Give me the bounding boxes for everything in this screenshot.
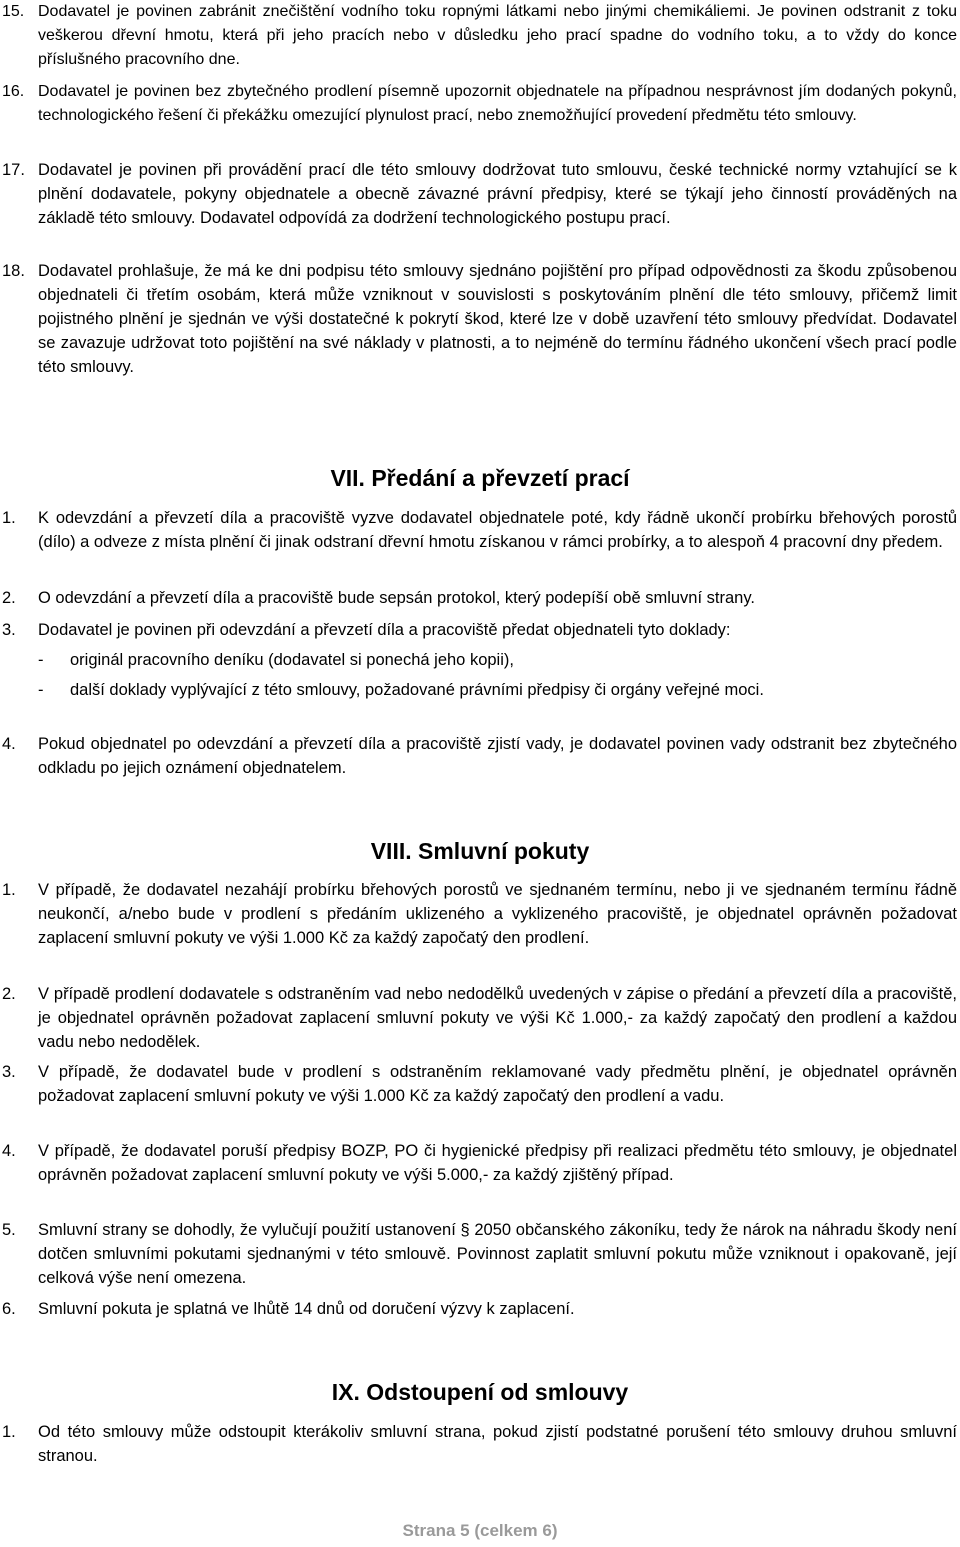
clause-number: 15. (2, 3, 25, 20)
clause-text: Dodavatel prohlašuje, že má ke dni podpisu této smlouvy sjednáno pojištění pro případ odpovědnosti za škodu způsobenou objednateli či třetím osobám, která může vzniknout v souvislosti s poskytováním plnění dle této smlouvy, přičemž limit pojistného plnění je sjednán ve výši dostatečné k pokrytí škod, které lze v době uzavření této smlouvy předvídat. Dodavatel se zavazuje udržovat toto pojištění na své náklady v platnosti, a to nejméně do termínu řádného ukončení všech prací podle této smlouvy. (38, 262, 957, 376)
clause-text: Od této smlouvy může odstoupit kterákoliv smluvní strana, pokud zjistí podstatné porušení této smlouvy druhou smluvní stranou. (38, 1423, 957, 1465)
clause-text: V případě, že dodavatel bude v prodlení s odstraněním reklamované vady předmětu plnění, je objednatel oprávněn požadovat zaplacení smluvní pokuty ve výši 1.000 Kč za každý započatý den prodlení a vadu. (38, 1063, 957, 1105)
clause-number: 1. (2, 1423, 16, 1441)
clause-number: 2. (2, 589, 16, 607)
clause-number: 18. (2, 262, 25, 280)
clause-text: Dodavatel je povinen při provádění prací dle této smlouvy dodržovat tuto smlouvu, české technické normy vztahující se k plnění dodavatele, pokyny objednatele a obecně závazné právní předpisy, které se týkají jeho činností prováděných na základě této smlouvy. Dodavatel odpovídá za dodržení technologického postupu prací. (38, 161, 957, 227)
section-heading-viii: VIII. Smluvní pokuty (370, 838, 590, 864)
clause-viii-2 (2, 982, 957, 1054)
clause-text: Pokud objednatel po odevzdání a převzetí díla a pracoviště zjistí vady, je dodavatel povinen vady odstranit bez zbytečného odkladu po jejich oznámení objednatelem. (38, 735, 957, 777)
clause-16 (2, 80, 957, 128)
clause-15 (2, 0, 957, 72)
clause-text: V případě prodlení dodavatele s odstraněním vad nebo nedodělků uvedených v zápise o předání a převzetí díla a pracoviště, je objednatel oprávněn požadovat zaplacení smluvní pokuty ve výši Kč 1.000,- za každý započatý den prodlení a každou vadu nebo nedodělek. (38, 985, 957, 1051)
clause-viii-4 (2, 1139, 957, 1187)
clause-number: 4. (2, 1142, 16, 1160)
clause-number: 1. (2, 509, 16, 527)
clause-vii-1 (2, 506, 957, 554)
clause-text: O odevzdání a převzetí díla a pracoviště bude sepsán protokol, který podepíší obě smluvní strany. (38, 589, 755, 607)
section-heading-vii: VII. Předání a převzetí prací (330, 465, 630, 491)
clause-number: 3. (2, 1063, 16, 1081)
clause-number: 2. (2, 985, 16, 1003)
clause-text: K odevzdání a převzetí díla a pracoviště vyzve dodavatel objednatele poté, kdy řádně ukončí probírku břehových porostů (dílo) a odveze z místa plnění či jinak odstraní dřevní hmotu získanou v rámci probírky, a to alespoň 4 pracovní dny předem. (38, 509, 957, 551)
clause-text: Smluvní pokuta je splatná ve lhůtě 14 dnů od doručení výzvy k zaplacení. (38, 1300, 575, 1318)
list-item-text: originál pracovního deníku (dodavatel si ponechá jeho kopii), (70, 651, 514, 669)
clause-ix-1 (2, 1420, 957, 1468)
clause-number: 1. (2, 881, 16, 899)
page-footer: Strana 5 (celkem 6) (402, 1521, 558, 1540)
clause-vii-3 (2, 618, 957, 642)
clause-text: Dodavatel je povinen při odevzdání a převzetí díla a pracoviště předat objednateli tyto doklady: (38, 621, 731, 639)
clause-vii-2 (2, 586, 957, 610)
list-dash: - (38, 651, 44, 669)
clause-viii-5 (2, 1218, 957, 1290)
list-item-text: další doklady vyplývající z této smlouvy, požadované právními předpisy či orgány veřejné moci. (70, 681, 764, 699)
list-dash: - (38, 681, 44, 699)
clause-viii-3 (2, 1060, 957, 1108)
clause-number: 5. (2, 1221, 16, 1239)
clause-number: 3. (2, 621, 16, 639)
clause-text: V případě, že dodavatel poruší předpisy BOZP, PO či hygienické předpisy při realizaci předmětu této smlouvy, je objednatel oprávněn požadovat zaplacení smluvní pokuty ve výši 5.000,- za každý zjištěný případ. (38, 1142, 957, 1184)
clause-viii-6 (2, 1297, 957, 1321)
clause-vii-4 (2, 732, 957, 780)
clause-viii-1 (2, 878, 957, 950)
clause-number: 16. (2, 83, 25, 100)
clause-text: Dodavatel je povinen bez zbytečného prodlení písemně upozornit objednatele na případnou nesprávnost jím dodaných pokynů, technologického řešení či překážku omezující plynulost prací, nebo znemožňující provedení předmětu této smlouvy. (38, 83, 957, 124)
clause-text: Dodavatel je povinen zabránit znečištění vodního toku ropnými látkami nebo jinými chemikáliemi. Je povinen odstranit z toku veškerou dřevní hmotu, která při jeho pracích nebo v důsledku jeho prací spadne do vodního toku, a to vždy do konce příslušného pracovního dne. (38, 3, 957, 68)
doc-list-item (2, 678, 957, 702)
clause-number: 6. (2, 1300, 16, 1318)
section-heading-ix: IX. Odstoupení od smlouvy (331, 1379, 629, 1405)
clause-text: V případě, že dodavatel nezahájí probírku břehových porostů ve sjednaném termínu, nebo ji ve sjednaném termínu řádně neukončí, a/nebo bude v prodlení s předáním uklizeného a vyklizeného pracoviště, je objednatel oprávněn požadovat zaplacení smluvní pokuty ve výši 1.000 Kč za každý započatý den prodlení. (38, 881, 957, 947)
clause-number: 17. (2, 161, 25, 179)
clause-text: Smluvní strany se dohodly, že vylučují použití ustanovení § 2050 občanského zákoníku, tedy že nárok na náhradu škody není dotčen smluvními pokutami sjednanými v této smlouvě. Povinnost zaplatit smluvní pokutu může vzniknout i opakovaně, její celková výše není omezena. (38, 1221, 957, 1287)
doc-list-item (2, 648, 957, 672)
clause-number: 4. (2, 735, 16, 753)
clause-17 (2, 158, 957, 230)
clause-18 (2, 259, 957, 379)
